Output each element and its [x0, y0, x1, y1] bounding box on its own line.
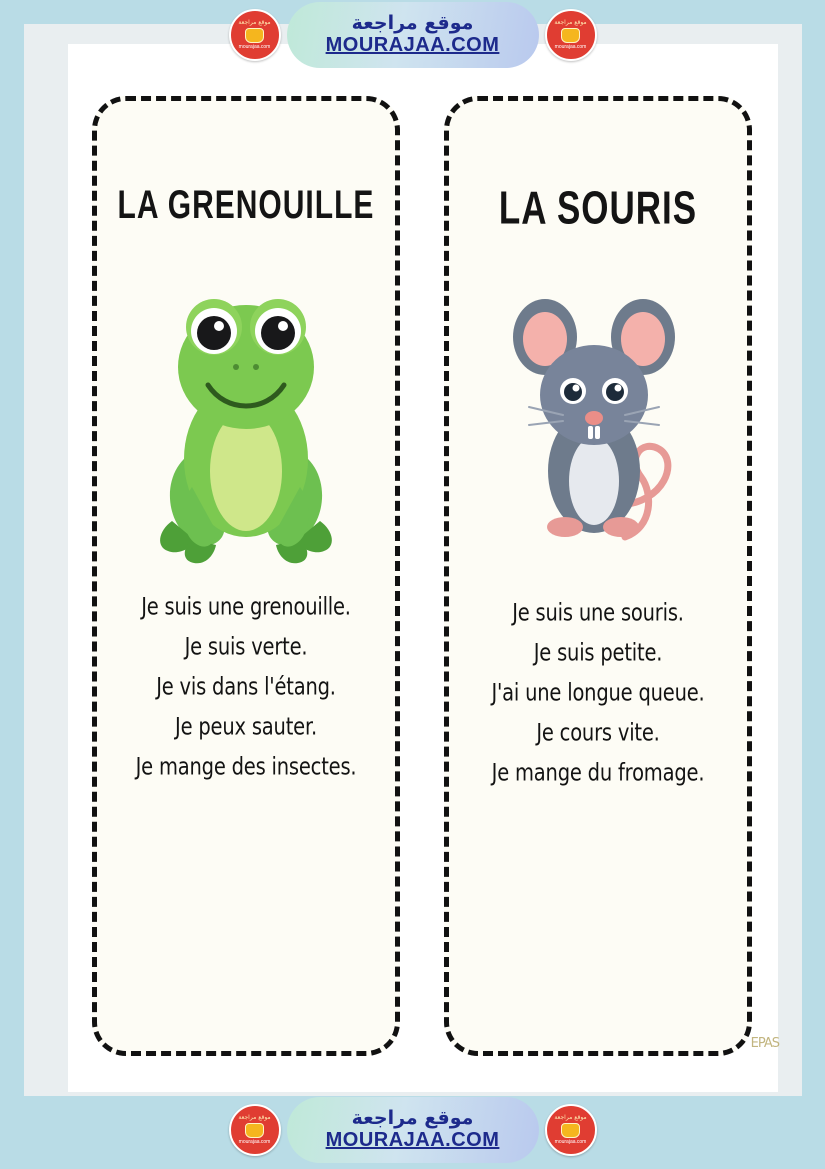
sentence-list-grenouille	[97, 592, 395, 781]
sentence-line: Je suis une grenouille.	[141, 592, 351, 621]
badge-arabic-text: موقع مراجعة	[238, 19, 271, 26]
sentence-line: Je vis dans l'étang.	[156, 672, 336, 701]
badge-url-text: mourajaa.com	[238, 44, 271, 50]
watermark-url[interactable]: MOURAJAA.COM	[325, 1129, 500, 1152]
badge-url-text: mourajaa.com	[554, 44, 587, 50]
corner-stamp: EPAS	[750, 1036, 779, 1051]
sentence-line: Je peux sauter.	[175, 712, 317, 741]
sentence-line: Je suis une souris.	[512, 598, 684, 627]
mouse-icon	[503, 255, 693, 585]
sentence-line: Je mange du fromage.	[491, 758, 705, 787]
frog-icon	[156, 249, 336, 579]
frog-illustration	[151, 249, 341, 579]
badge-arabic-text: موقع مراجعة	[554, 19, 587, 26]
bottom-watermark-banner	[0, 1095, 825, 1165]
mourajaa-badge-icon	[545, 1104, 597, 1156]
badge-shape-icon	[245, 1123, 264, 1138]
watermark-pill	[287, 1097, 539, 1163]
watermark-arabic-title: موقع مراجعة	[351, 12, 474, 35]
badge-url-text: mourajaa.com	[554, 1139, 587, 1145]
sentence-line: Je cours vite.	[536, 718, 660, 747]
mouse-illustration	[503, 255, 693, 585]
watermark-url[interactable]: MOURAJAA.COM	[325, 34, 500, 57]
watermark-arabic-title: موقع مراجعة	[351, 1107, 474, 1130]
flashcards-container	[92, 96, 752, 1056]
sentence-line: J'ai une longue queue.	[491, 678, 705, 707]
badge-url-text: mourajaa.com	[238, 1139, 271, 1145]
card-title-grenouille: LA GRENOUILLE	[117, 183, 375, 228]
sentence-line: Je suis petite.	[533, 638, 663, 667]
flashcard-souris	[444, 96, 752, 1056]
mourajaa-badge-icon	[229, 1104, 281, 1156]
sentence-line: Je mange des insectes.	[135, 752, 357, 781]
card-title-souris: LA SOURIS	[498, 182, 698, 235]
badge-arabic-text: موقع مراجعة	[554, 1114, 587, 1121]
badge-shape-icon	[561, 1123, 580, 1138]
sentence-line: Je suis verte.	[184, 632, 308, 661]
flashcard-grenouille	[92, 96, 400, 1056]
badge-arabic-text: موقع مراجعة	[238, 1114, 271, 1121]
sentence-list-souris	[449, 598, 747, 787]
